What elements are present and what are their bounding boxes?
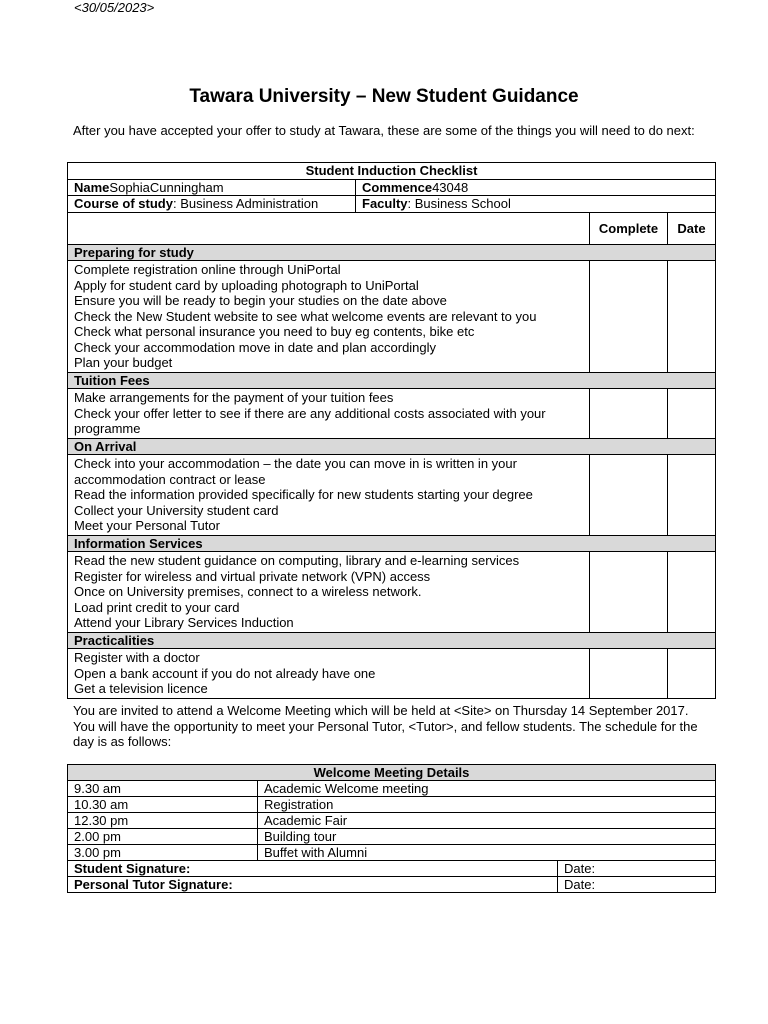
- student-signature-label[interactable]: Student Signature:: [68, 861, 558, 877]
- checklist-item: Make arrangements for the payment of your tuition fees: [74, 390, 394, 405]
- document-date: <30/05/2023>: [74, 0, 155, 15]
- checklist-item: Once on University premises, connect to a wireless network.: [74, 584, 422, 599]
- date-entry-cell[interactable]: [668, 389, 716, 439]
- commence-value: 43048: [432, 179, 469, 195]
- checklist-item: Meet your Personal Tutor: [74, 518, 220, 533]
- checklist-item: Get a television licence: [74, 681, 208, 696]
- section-title: Practicalities: [68, 632, 716, 649]
- tutor-signature-label[interactable]: Personal Tutor Signature:: [68, 877, 558, 893]
- section-title: Preparing for study: [68, 244, 716, 261]
- checklist-items-row: [68, 389, 716, 439]
- schedule-row: [68, 845, 716, 861]
- tutor-signature-row: [68, 877, 716, 893]
- name-value: SophiaCunningham: [109, 179, 224, 195]
- schedule-event: Buffet with Alumni: [258, 845, 716, 861]
- checklist-item: Load print credit to your card: [74, 599, 240, 615]
- course-label: Course of study: [74, 196, 173, 211]
- checklist-item: Check your offer letter to see if there are any additional costs associated with your programme: [74, 405, 546, 436]
- complete-checkbox-cell[interactable]: [590, 261, 668, 373]
- date-entry-cell[interactable]: [668, 455, 716, 536]
- welcome-meeting-table: [67, 764, 716, 893]
- checklist-items-row: [68, 261, 716, 373]
- tutor-signature-date[interactable]: Date:: [558, 877, 716, 893]
- faculty-label: Faculty: [362, 196, 408, 211]
- schedule-row: [68, 781, 716, 797]
- checklist-items-row: [68, 552, 716, 633]
- checklist-items-row: [68, 649, 716, 699]
- student-signature-date[interactable]: Date:: [558, 861, 716, 877]
- date-entry-cell[interactable]: [668, 261, 716, 373]
- column-header-spacer: [68, 212, 590, 244]
- schedule-row: [68, 829, 716, 845]
- section-title: On Arrival: [68, 438, 716, 455]
- complete-column-header: Complete: [590, 212, 668, 244]
- section-items: [68, 455, 590, 536]
- section-items: [68, 552, 590, 633]
- checklist-item: Apply for student card by uploading photograph to UniPortal: [74, 277, 419, 293]
- date-entry-cell[interactable]: [668, 552, 716, 633]
- page-title: Tawara University – New Student Guidance: [189, 86, 579, 107]
- name-label: Name: [74, 179, 110, 195]
- checklist-item: Ensure you will be ready to begin your studies on the date above: [74, 293, 447, 308]
- schedule-time: 12.30 pm: [68, 813, 258, 829]
- checklist-item: Check your accommodation move in date and plan accordingly: [74, 339, 437, 355]
- checklist-item: Complete registration online through UniPortal: [74, 262, 341, 277]
- schedule-event: Academic Fair: [258, 813, 716, 829]
- checklist-heading: Student Induction Checklist: [68, 163, 716, 180]
- name-cell: [68, 179, 356, 196]
- checklist-item: Check the New Student website to see what welcome events are relevant to you: [74, 308, 537, 324]
- section-items: [68, 261, 590, 373]
- checklist-items-row: [68, 455, 716, 536]
- checklist-item: Register for wireless and virtual private network (VPN) access: [74, 568, 431, 584]
- schedule-time: 10.30 am: [68, 797, 258, 813]
- complete-checkbox-cell[interactable]: [590, 649, 668, 699]
- schedule-time: 2.00 pm: [68, 829, 258, 845]
- complete-checkbox-cell[interactable]: [590, 455, 668, 536]
- course-value: : Business Administration: [172, 196, 319, 211]
- checklist-item: Check what personal insurance you need to buy eg contents, bike etc: [74, 324, 475, 339]
- section-title: Tuition Fees: [68, 372, 716, 389]
- checklist-section-header: [68, 632, 716, 649]
- complete-checkbox-cell[interactable]: [590, 389, 668, 439]
- checklist-item: Read the information provided specifically for new students starting your degree: [74, 487, 533, 502]
- complete-checkbox-cell[interactable]: [590, 552, 668, 633]
- checklist-section-header: [68, 438, 716, 455]
- checklist-item: Collect your University student card: [74, 502, 279, 518]
- invitation-paragraph: You are invited to attend a Welcome Meeting which will be held at <Site> on Thursday 14 September 2017. You will have the opportunity to meet your Personal Tutor, <Tutor>, and fellow students. The schedule for the day is as follows:: [73, 703, 698, 749]
- schedule-event: Registration: [258, 797, 716, 813]
- schedule-time: 9.30 am: [68, 781, 258, 797]
- schedule-row: [68, 797, 716, 813]
- induction-checklist-table: [67, 162, 716, 699]
- checklist-item: Register with a doctor: [74, 650, 200, 665]
- section-items: [68, 389, 590, 439]
- faculty-cell: [356, 196, 716, 213]
- checklist-section-header: [68, 535, 716, 552]
- schedule-row: [68, 813, 716, 829]
- meeting-heading: Welcome Meeting Details: [68, 765, 716, 781]
- date-column-header: Date: [668, 212, 716, 244]
- schedule-time: 3.00 pm: [68, 845, 258, 861]
- intro-paragraph: After you have accepted your offer to study at Tawara, these are some of the things you will need to do next:: [73, 123, 695, 138]
- checklist-item: Plan your budget: [74, 355, 173, 370]
- checklist-item: Attend your Library Services Induction: [74, 615, 294, 630]
- faculty-value: : Business School: [407, 196, 511, 211]
- checklist-item: Read the new student guidance on computing, library and e-learning services: [74, 553, 520, 568]
- schedule-event: Building tour: [258, 829, 716, 845]
- section-title: Information Services: [68, 535, 716, 552]
- section-items: [68, 649, 590, 699]
- checklist-section-header: [68, 372, 716, 389]
- checklist-section-header: [68, 244, 716, 261]
- commence-label: Commence: [362, 179, 433, 195]
- schedule-event: Academic Welcome meeting: [258, 781, 716, 797]
- date-entry-cell[interactable]: [668, 649, 716, 699]
- checklist-item: Check into your accommodation – the date you can move in is written in your accommodation contract or lease: [74, 456, 517, 487]
- course-cell: [68, 196, 356, 213]
- commence-cell: [356, 179, 716, 196]
- student-signature-row: [68, 861, 716, 877]
- checklist-item: Open a bank account if you do not already have one: [74, 665, 376, 681]
